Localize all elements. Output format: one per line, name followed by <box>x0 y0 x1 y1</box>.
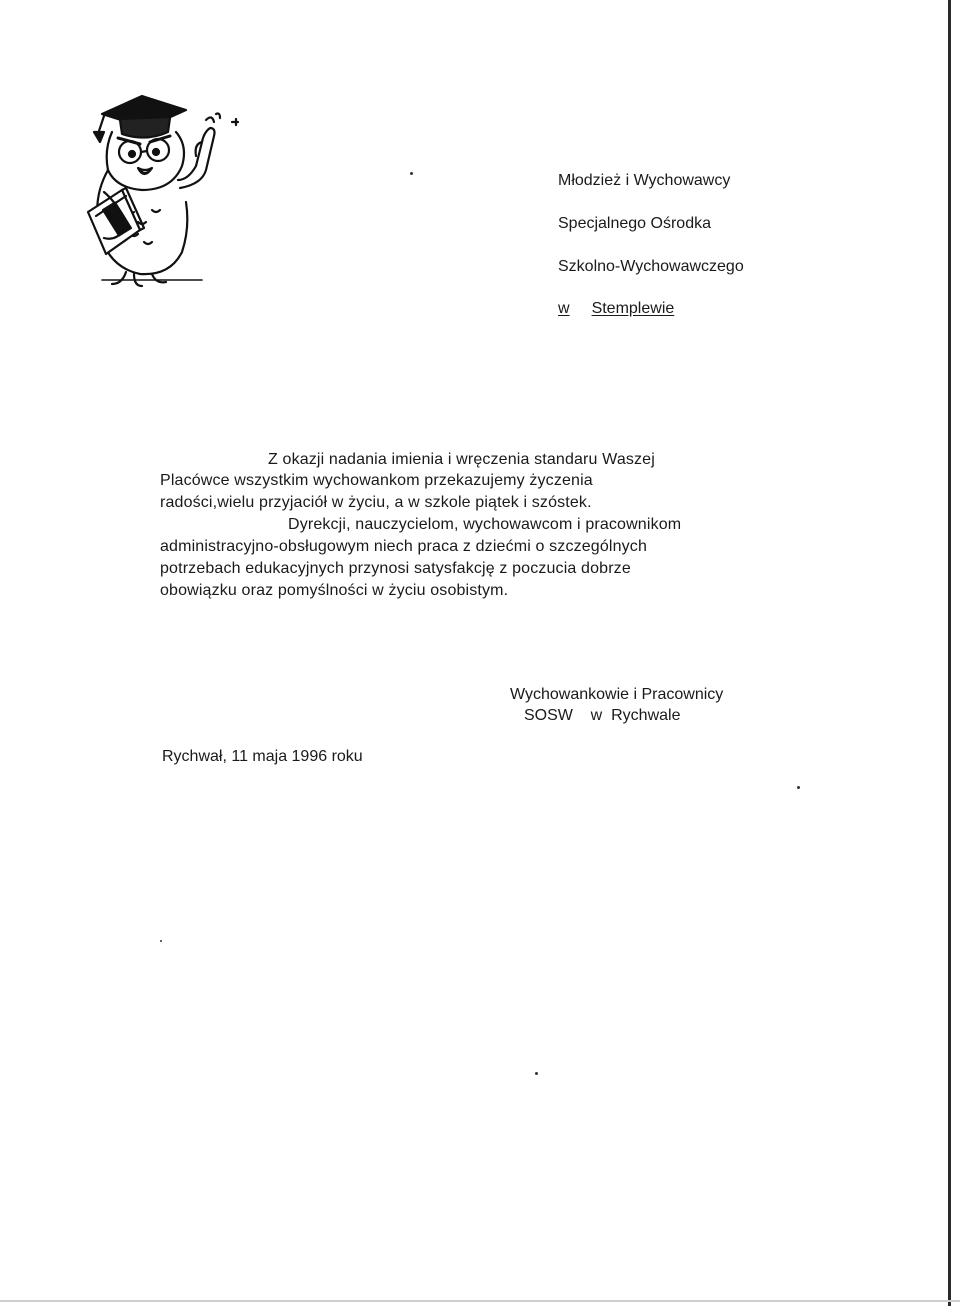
body-line: Placówce wszystkim wychowankom przekazujemy życzenia <box>160 472 593 489</box>
date-line: Rychwał, 11 maja 1996 roku <box>162 748 363 765</box>
owl-graduate-icon <box>82 92 254 288</box>
addressee-line-3: Szkolno-Wychowawczego <box>558 258 744 275</box>
scan-edge-bottom <box>0 1300 960 1302</box>
addressee-line-4 <box>558 300 674 318</box>
scan-speck <box>410 172 413 175</box>
body-line: obowiązku oraz pomyślności w życiu osobistym. <box>160 582 509 599</box>
body-line: radości,wielu przyjaciół w życiu, a w szkole piątek i szóstek. <box>160 494 592 511</box>
scan-edge-right <box>948 0 951 1306</box>
body-line: Z okazji nadania imienia i wręczenia standaru Waszej <box>268 451 655 468</box>
body-line: Dyrekcji, nauczycielom, wychowawcom i pracownikom <box>288 516 682 533</box>
body-line: potrzebach edukacyjnych przynosi satysfakcję z poczucia dobrze <box>160 560 631 577</box>
scan-speck <box>535 1072 538 1075</box>
addressee-line-1: Młodzież i Wychowawcy <box>558 172 731 189</box>
scan-speck <box>797 786 800 789</box>
addressee-line-2: Specjalnego Ośrodka <box>558 215 711 232</box>
addressee-place: Stemplewie <box>591 300 675 317</box>
signature-line-1: Wychowankowie i Pracownicy <box>510 686 724 703</box>
addressee-preposition: w <box>558 300 570 317</box>
signature-line-2: SOSW w Rychwale <box>524 707 681 724</box>
scan-speck <box>160 940 162 942</box>
body-line: administracyjno-obsługowym niech praca z dziećmi o szczególnych <box>160 538 647 555</box>
